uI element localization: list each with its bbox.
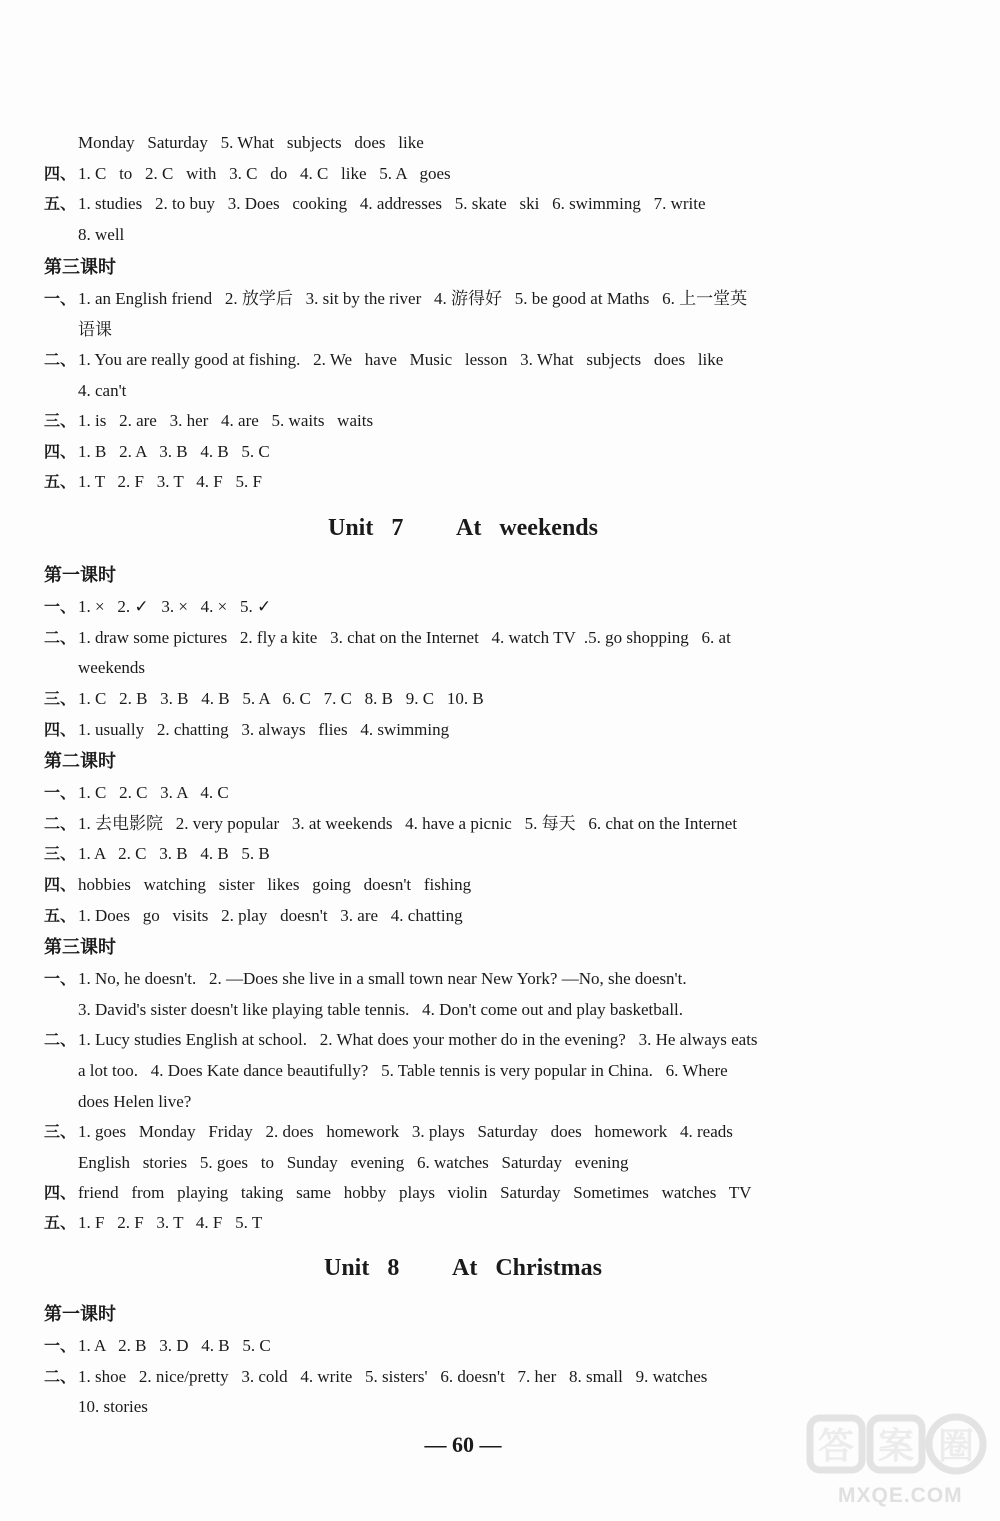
page-number: — 60 — <box>424 1432 502 1457</box>
unit-title: Unit 7 At weekends <box>327 515 598 541</box>
watermark-glyph: 案 <box>878 1426 915 1467</box>
watermark-glyph: 答 <box>818 1426 855 1467</box>
watermark-glyph: 圈 <box>938 1426 975 1467</box>
watermark-text: MXQE.COM <box>838 1484 963 1507</box>
lesson-heading: 第三课时 <box>44 937 116 958</box>
lesson-heading: 第一课时 <box>44 565 116 586</box>
lesson-heading: 第二课时 <box>44 751 116 772</box>
lesson-heading: 第一课时 <box>44 1304 116 1325</box>
lesson-heading: 第三课时 <box>44 257 116 278</box>
unit-title: Unit 8 At Christmas <box>323 1255 602 1281</box>
answer-page: Monday Saturday 5. What subjects does like 四、 1. C to 2. C with 3. C do 4. C like 5. A goes 五、 1. studies 2. to buy 3. Does cooking 4. addresses 5. skate ski 6. swimming 7. write 8. well 第三课时 一、 1. an English friend 2. 放学后 3. sit by the river 4. 游得好 5. be good at Maths 6. 上一堂英 语课 二、 1. You are really good at fishing. 2. We have Music lesson 3. What subjects does like 4. can't 三、 1. is 2. are 3. her 4. are 5. waits waits 四、 1. B 2. A 3. B 4. B 5. C 五、 1. T 2. F 3. T 4. F 5. F Unit 7 At weekends 第一课时 一、 1. × 2. ✓ 3. × 4. × 5. ✓ 二、 1. draw some pictures 2. fly a kite 3. chat on the Internet 4. watch TV .5. go shopping 6. at weekends 三、 1. C 2. B 3. B 4. B 5. A 6. C 7. C 8. B 9. C 10. B 四、 1. usually 2. chatting 3. always flies 4. swimming 第二课时 一、 1. C 2. C 3. A 4. C 二、 1. 去电影院 2. very popular 3. at weekends 4. have a picnic 5. 每天 6. chat on the Internet 三、 1. A 2. C 3. B 4. B 5. B 四、 hobbies watching sister likes going doesn't fishing 五、 1. Does go visits 2. play doesn't 3. are 4. chatting 第三课时 一、 1. No, he doesn't. 2. —Does she live in a small town near New York? —No, she doesn't. 3. David's sister doesn't like playing table tennis. 4. Don't come out and play basketball. 二、 1. Lucy studies English at school. 2. What does your mother do in the evening? 3. He always eats a lot too. 4. Does Kate dance beautifully? 5. Table tennis is very popular in China. 6. Where does Helen live? 三、 1. goes Monday Friday 2. does homework 3. plays Saturday does homework 4. reads English stories 5. goes to Sunday evening 6. watches Saturday evening 四、 friend from playing taking same hobby plays violin Saturday Sometimes watches TV 五、 1. F 2. F 3. T 4. F 5. T Unit 8 At Christmas 第一课时 一、 1. A 2. B 3. D 4. B 5. C 二、 1. shoe 2. nice/pretty 3. cold 4. write 5. sisters' 6. doesn't 7. her 8. small 9. watches 10. stories — 60 — 答 案 圈 MXQE.COM <box>0 0 1000 1521</box>
